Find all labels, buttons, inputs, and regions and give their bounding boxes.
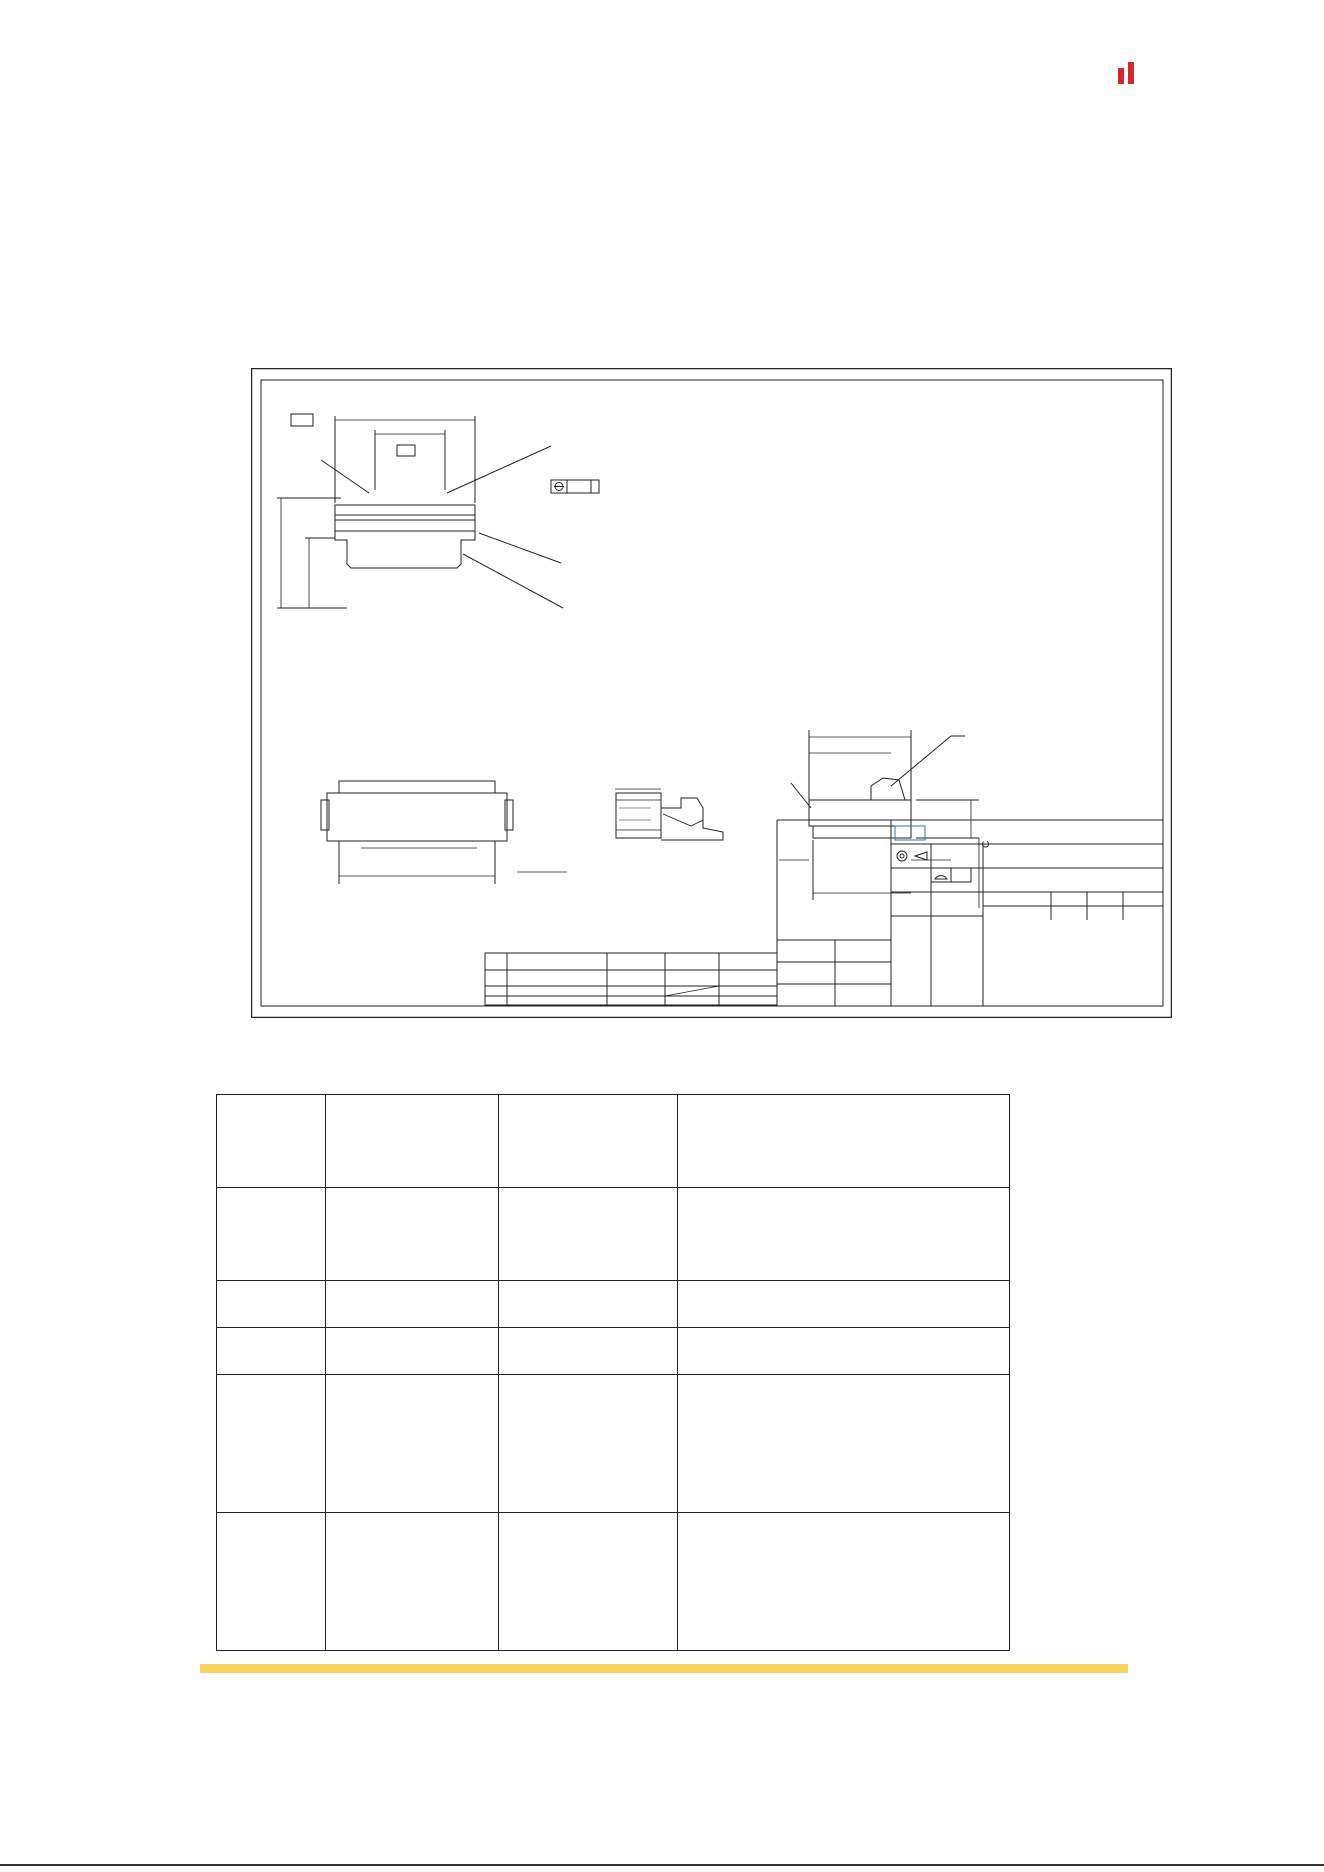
table-cell <box>678 1328 1010 1375</box>
top-view <box>277 414 599 608</box>
logo-signal-bar <box>1128 62 1134 84</box>
logo-graphic <box>968 62 1278 132</box>
table-cell <box>498 1375 678 1513</box>
table-cell <box>325 1375 498 1513</box>
table-cell <box>325 1188 498 1281</box>
table-cell <box>498 1188 678 1281</box>
table-row <box>217 1095 1010 1188</box>
footer-accent-rule <box>200 1664 1128 1673</box>
pitch-box <box>397 445 415 456</box>
datum-box <box>291 414 313 426</box>
dim-h155-c: C <box>981 840 992 848</box>
page-bottom-rule <box>0 1864 1324 1866</box>
technical-drawing <box>251 368 1172 1018</box>
table-cell <box>498 1281 678 1328</box>
table-cell <box>325 1328 498 1375</box>
table-cell <box>217 1513 326 1651</box>
table-cell <box>678 1375 1010 1513</box>
table-cell <box>498 1095 678 1188</box>
micradar-logo <box>968 62 1278 132</box>
side-view <box>615 789 723 840</box>
table-cell <box>678 1095 1010 1188</box>
title-block <box>777 820 1163 1006</box>
table-cell <box>217 1281 326 1328</box>
table-row <box>217 1328 1010 1375</box>
table-row <box>217 1513 1010 1651</box>
table-cell <box>325 1513 498 1651</box>
logo-signal-bar <box>1118 68 1124 84</box>
table-cell <box>325 1095 498 1188</box>
table-row <box>217 1188 1010 1281</box>
table-cell <box>217 1328 326 1375</box>
table-cell <box>325 1281 498 1328</box>
bottom-view <box>321 781 567 884</box>
table-cell <box>678 1188 1010 1281</box>
table-cell <box>217 1188 326 1281</box>
top-view-upper-body <box>335 505 475 531</box>
table-cell <box>498 1328 678 1375</box>
table-row <box>217 1281 1010 1328</box>
revision-block <box>485 953 777 1005</box>
empty-grid-table <box>216 1094 1010 1651</box>
top-view-housing <box>335 531 475 568</box>
table-cell <box>678 1281 1010 1328</box>
table-cell <box>498 1513 678 1651</box>
table-row <box>217 1375 1010 1513</box>
table-cell <box>217 1375 326 1513</box>
table-cell <box>217 1095 326 1188</box>
table-cell <box>678 1513 1010 1651</box>
